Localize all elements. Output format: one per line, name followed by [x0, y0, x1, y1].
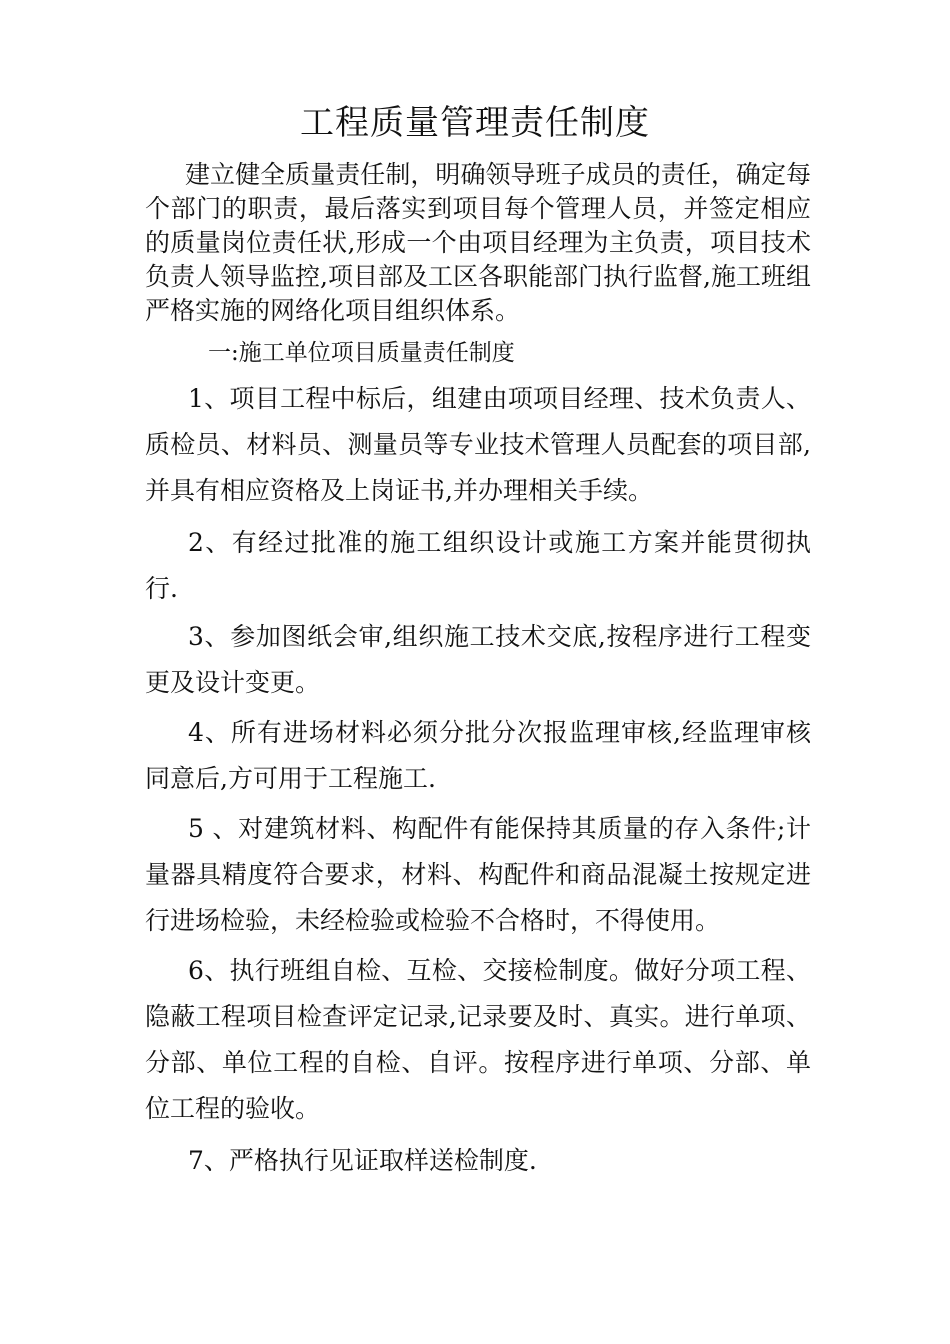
list-item: 1、项目工程中标后，组建由项项目经理、技术负责人、质检员、材料员、测量员等专业技术管理人员配套的项目部,并具有相应资格及上岗证书,并办理相关手续。: [145, 384, 811, 505]
intro-paragraph: 建立健全质量责任制，明确领导班子成员的责任，确定每个部门的职责，最后落实到项目每个管理人员，并签定相应的质量岗位责任状,形成一个由项目经理为主负责，项目技术负责人领导监控,项目部及工区各职能部门执行监督,施工班组严格实施的网络化项目组织体系。: [145, 160, 811, 325]
document-title: 工程质量管理责任制度: [300, 103, 650, 143]
list-item: 4、所有进场材料必须分批分次报监理审核,经监理审核同意后,方可用于工程施工.: [145, 718, 811, 793]
list-item: 5 、对建筑材料、构配件有能保持其质量的存入条件;计量器具精度符合要求，材料、构配件和商品混凝土按规定进行进场检验，未经检验或检验不合格时，不得使用。: [145, 814, 811, 935]
list-item: 2、有经过批准的施工组织设计或施工方案并能贯彻执行.: [145, 528, 811, 603]
section-heading: 一:施工单位项目质量责任制度: [208, 340, 515, 366]
list-item: 7、严格执行见证取样送检制度.: [188, 1146, 537, 1175]
list-item: 3、参加图纸会审,组织施工技术交底,按程序进行工程变更及设计变更。: [145, 622, 811, 697]
list-item: 6、执行班组自检、互检、交接检制度。做好分项工程、隐蔽工程项目检查评定记录,记录要及时、真实。进行单项、分部、单位工程的自检、自评。按程序进行单项、分部、单位工程的验收。: [145, 956, 811, 1123]
